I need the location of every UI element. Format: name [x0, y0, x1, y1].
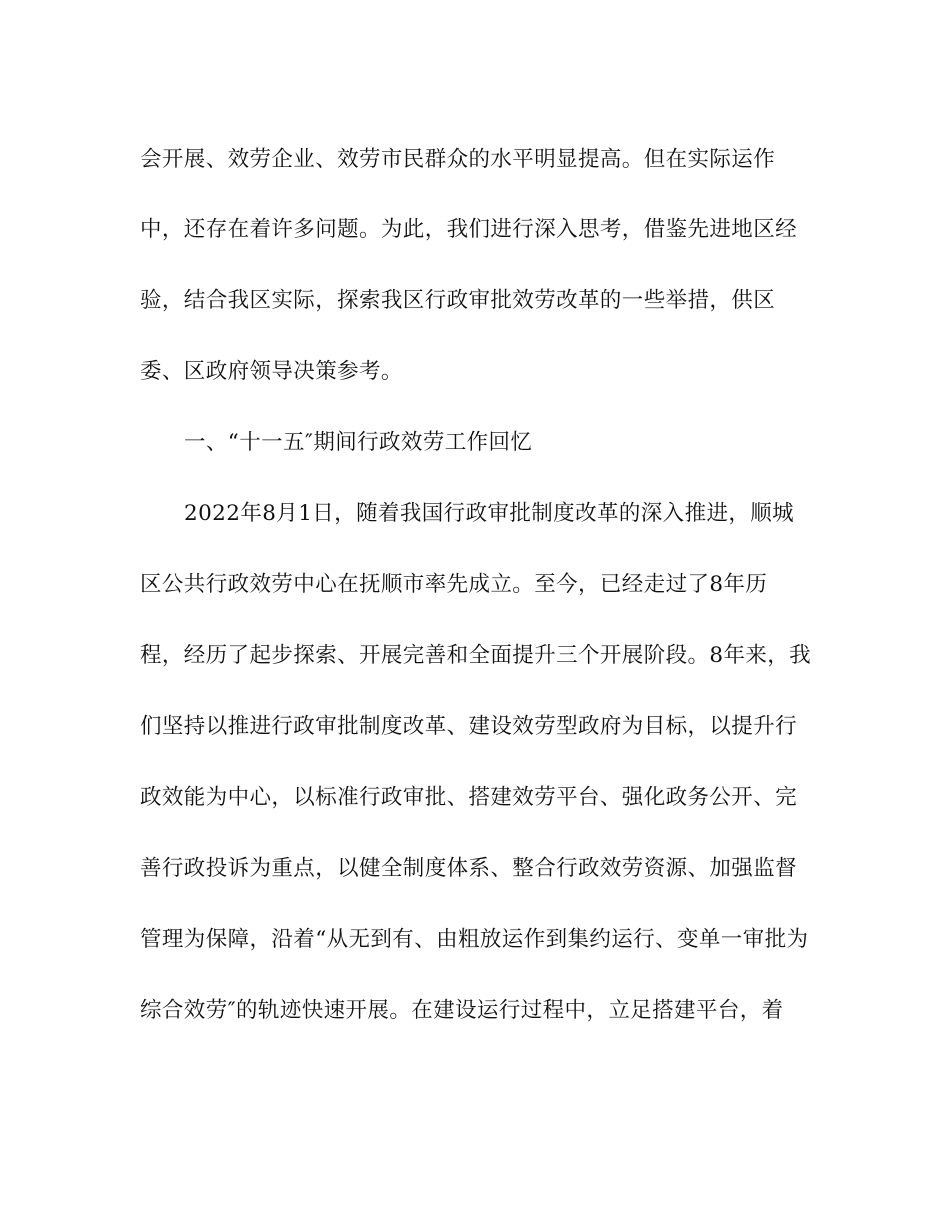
body-text-line: 验，结合我区实际，探索我区行政审批效劳改革的一些举措，供区 — [140, 288, 776, 313]
body-text-line: 会开展、效劳企业、效劳市民群众的水平明显提高。但在实际运作 — [140, 147, 776, 172]
body-text-line: 们坚持以推进行政审批制度改革、建设效劳型政府为目标，以提升行 — [140, 714, 798, 739]
body-text-line: 程，经历了起步探索、开展完善和全面提升三个开展阶段。8年来，我 — [140, 643, 812, 668]
body-text-line: 委、区政府领导决策参考。 — [140, 359, 403, 384]
section-heading: 一、“十一五″期间行政效劳工作回忆 — [184, 430, 533, 455]
paragraph-first-line: 2022年8月1日，随着我国行政审批制度改革的深入推进，顺城 — [184, 501, 795, 526]
body-text-line: 善行政投诉为重点，以健全制度体系、整合行政效劳资源、加强监督 — [140, 856, 798, 881]
body-text-line: 管理为保障，沿着“从无到有、由粗放运作到集约运行、变单一审批为 — [140, 927, 809, 952]
body-text-line: 中，还存在着许多问题。为此，我们进行深入思考，借鉴先进地区经 — [140, 217, 798, 242]
body-text-line: 区公共行政效劳中心在抚顺市率先成立。至今，已经走过了8年历 — [140, 572, 768, 597]
body-text-line: 综合效劳″的轨迹快速开展。在建设运行过程中，立足搭建平台，着 — [140, 998, 784, 1023]
body-text-line: 政效能为中心，以标准行政审批、搭建效劳平台、强化政务公开、完 — [140, 785, 798, 810]
